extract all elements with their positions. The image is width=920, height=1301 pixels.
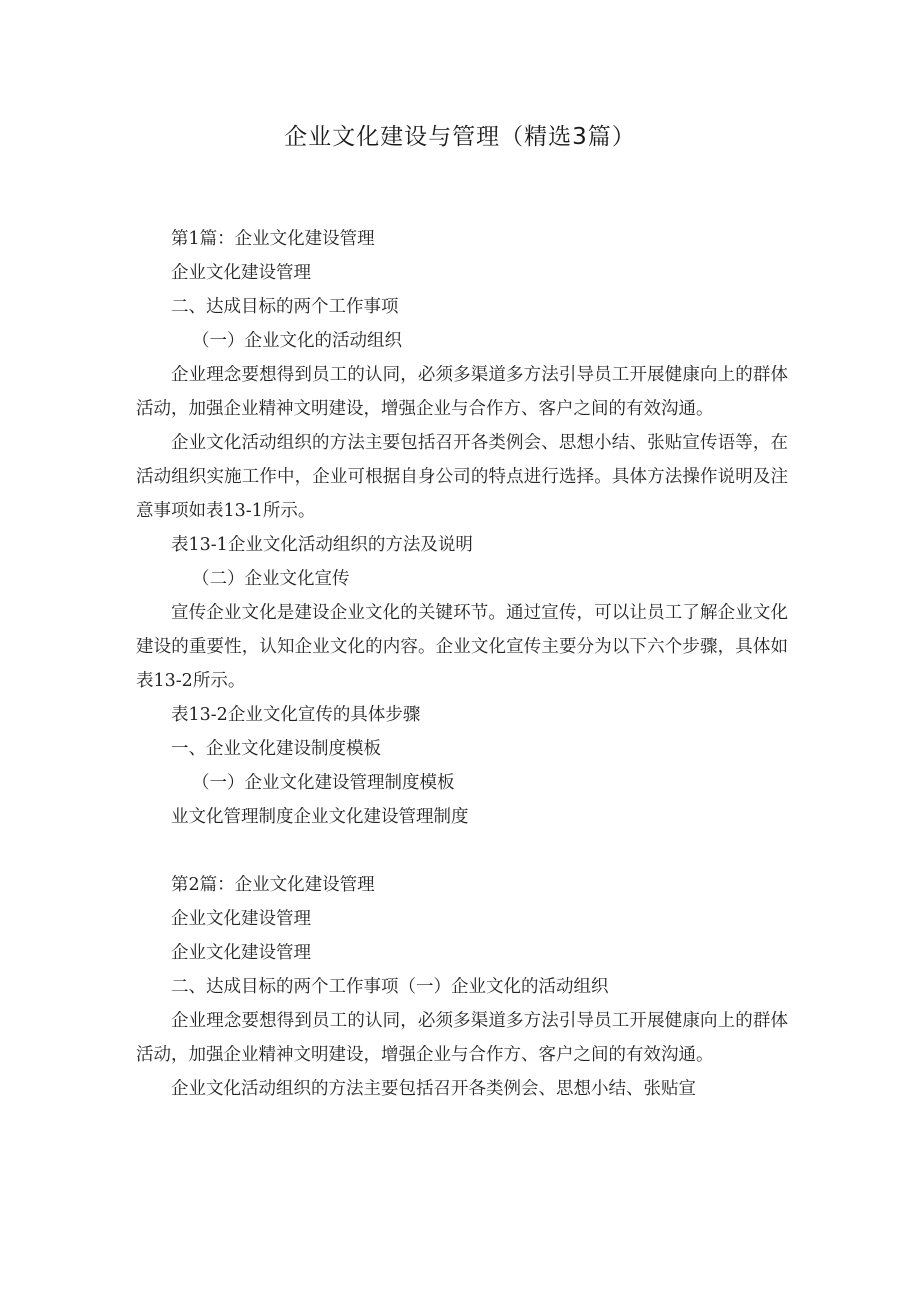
paragraph: 二、达成目标的两个工作事项（一）企业文化的活动组织 — [171, 977, 609, 997]
paragraph: 企业文化建设管理 — [171, 909, 311, 929]
paragraph: 企业理念要想得到员工的认同，必须多渠道多方法引导员工开展健康向上的群体活动，加强企业精神文明建设，增强企业与合作方、客户之间的有效沟通。 — [136, 1011, 788, 1065]
paragraph: 一、企业文化建设制度模板 — [171, 739, 381, 759]
paragraph: 表13-1企业文化活动组织的方法及说明 — [171, 535, 473, 555]
paragraph: 企业理念要想得到员工的认同，必须多渠道多方法引导员工开展健康向上的群体活动，加强企业精神文明建设，增强企业与合作方、客户之间的有效沟通。 — [136, 365, 788, 419]
document-title: 企业文化建设与管理（精选3篇） — [284, 124, 636, 150]
paragraph: （二）企业文化宣传 — [192, 569, 350, 589]
paragraph: 二、达成目标的两个工作事项 — [171, 297, 399, 317]
paragraph: 企业文化建设管理 — [171, 263, 311, 283]
paragraph: 企业文化活动组织的方法主要包括召开各类例会、思想小结、张贴宣传语等，在活动组织实施工作中，企业可根据自身公司的特点进行选择。具体方法操作说明及注意事项如表13-1所示。 — [136, 433, 788, 521]
document-body — [136, 222, 788, 1106]
section-heading: 第2篇：企业文化建设管理 — [171, 875, 375, 895]
paragraph: 业文化管理制度企业文化建设管理制度 — [171, 807, 469, 827]
section-gap — [136, 834, 788, 868]
paragraph: 企业文化活动组织的方法主要包括召开各类例会、思想小结、张贴宣 — [171, 1079, 696, 1099]
paragraph: 企业文化建设管理 — [171, 943, 311, 963]
paragraph: 表13-2企业文化宣传的具体步骤 — [171, 705, 421, 725]
paragraph: （一）企业文化的活动组织 — [192, 331, 402, 351]
paragraph: （一）企业文化建设管理制度模板 — [192, 773, 455, 793]
section-heading: 第1篇：企业文化建设管理 — [171, 229, 375, 249]
paragraph: 宣传企业文化是建设企业文化的关键环节。通过宣传，可以让员工了解企业文化建设的重要性，认知企业文化的内容。企业文化宣传主要分为以下六个步骤，具体如表13-2所示。 — [136, 603, 788, 691]
